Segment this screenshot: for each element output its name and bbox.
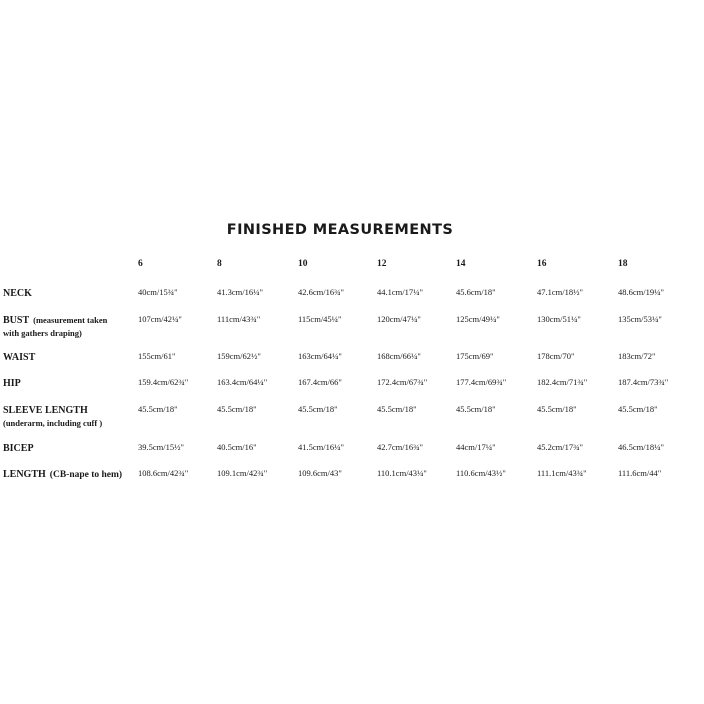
- table-cell: 163cm/64¼": [298, 351, 342, 361]
- table-cell: 41.5cm/16¼": [298, 442, 344, 452]
- table-cell: 178cm/70": [537, 351, 575, 361]
- table-cell: 159cm/62½": [217, 351, 261, 361]
- table-cell: 45.5cm/18": [537, 404, 577, 414]
- table-cell: 42.7cm/16¾": [377, 442, 423, 452]
- table-cell: 125cm/49¼": [456, 314, 500, 324]
- table-cell: 48.6cm/19¼": [618, 287, 664, 297]
- row-label-note: with gathers draping): [3, 328, 82, 338]
- row-label-waist: [3, 350, 35, 363]
- row-label-text: WAIST: [3, 352, 36, 363]
- table-cell: 111cm/43¾": [217, 314, 261, 324]
- table-cell: 183cm/72": [618, 351, 656, 361]
- table-cell: 109.1cm/42¾": [217, 468, 268, 478]
- table-cell: 167.4cm/66": [298, 377, 342, 387]
- row-label-sleeve-length: [3, 403, 102, 429]
- table-cell: 111.6cm/44": [618, 468, 662, 478]
- size-header: 6: [138, 259, 143, 269]
- table-cell: 40cm/15¾": [138, 287, 178, 297]
- row-label-text: BUST: [3, 315, 30, 326]
- table-cell: 41.3cm/16¼": [217, 287, 263, 297]
- table-cell: 163.4cm/64¼": [217, 377, 268, 387]
- row-label-text: NECK: [3, 288, 32, 299]
- table-cell: 40.5cm/16": [217, 442, 257, 452]
- row-label-hip: [3, 376, 21, 389]
- table-cell: 45.2cm/17¾": [537, 442, 583, 452]
- table-cell: 175cm/69": [456, 351, 494, 361]
- table-cell: 130cm/51¼": [537, 314, 581, 324]
- row-label-note: (underarm, including cuff ): [3, 418, 103, 428]
- table-cell: 44.1cm/17¼": [377, 287, 423, 297]
- size-header: 8: [217, 259, 222, 269]
- table-cell: 111.1cm/43¾": [537, 468, 587, 478]
- table-cell: 135cm/53¼": [618, 314, 662, 324]
- table-cell: 115cm/45¼": [298, 314, 342, 324]
- table-cell: 45.5cm/18": [217, 404, 257, 414]
- table-cell: 182.4cm/71¾": [537, 377, 588, 387]
- row-label-bicep: [3, 441, 34, 454]
- table-cell: 108.6cm/42¾": [138, 468, 189, 478]
- table-cell: 177.4cm/69¾": [456, 377, 507, 387]
- page-title: FINISHED MEASUREMENTS: [226, 222, 454, 238]
- row-label-neck: [3, 286, 32, 299]
- table-cell: 45.5cm/18": [138, 404, 178, 414]
- table-cell: 110.1cm/43¼": [377, 468, 427, 478]
- table-cell: 155cm/61": [138, 351, 176, 361]
- table-cell: 47.1cm/18½": [537, 287, 583, 297]
- row-label-bust: [3, 313, 107, 339]
- table-cell: 109.6cm/43": [298, 468, 342, 478]
- size-header: 16: [537, 259, 547, 269]
- table-cell: 45.5cm/18": [456, 404, 496, 414]
- row-label-text: LENGTH: [3, 469, 46, 480]
- table-cell: 45.5cm/18": [618, 404, 658, 414]
- row-label-note: (CB-nape to hem): [49, 470, 123, 480]
- row-label-length: [3, 467, 122, 481]
- row-label-text: HIP: [3, 378, 21, 389]
- table-cell: 110.6cm/43½": [456, 468, 506, 478]
- table-cell: 45.5cm/18": [377, 404, 417, 414]
- table-cell: 172.4cm/67¾": [377, 377, 428, 387]
- size-header: 18: [618, 259, 628, 269]
- table-cell: 46.5cm/18¼": [618, 442, 664, 452]
- row-label-note: (measurement taken: [33, 315, 108, 325]
- size-header: 14: [456, 259, 466, 269]
- table-cell: 168cm/66¼": [377, 351, 421, 361]
- table-cell: 107cm/42¼": [138, 314, 182, 324]
- row-label-text: SLEEVE LENGTH: [3, 405, 88, 416]
- table-cell: 45.6cm/18": [456, 287, 496, 297]
- size-header: 10: [298, 259, 308, 269]
- table-cell: 159.4cm/62¾": [138, 377, 189, 387]
- table-cell: 120cm/47¼": [377, 314, 421, 324]
- table-cell: 44cm/17¼": [456, 442, 496, 452]
- row-label-text: BICEP: [3, 443, 34, 454]
- size-header: 12: [377, 259, 387, 269]
- table-cell: 187.4cm/73¾": [618, 377, 669, 387]
- table-cell: 39.5cm/15½": [138, 442, 184, 452]
- table-cell: 42.6cm/16¾": [298, 287, 344, 297]
- table-cell: 45.5cm/18": [298, 404, 338, 414]
